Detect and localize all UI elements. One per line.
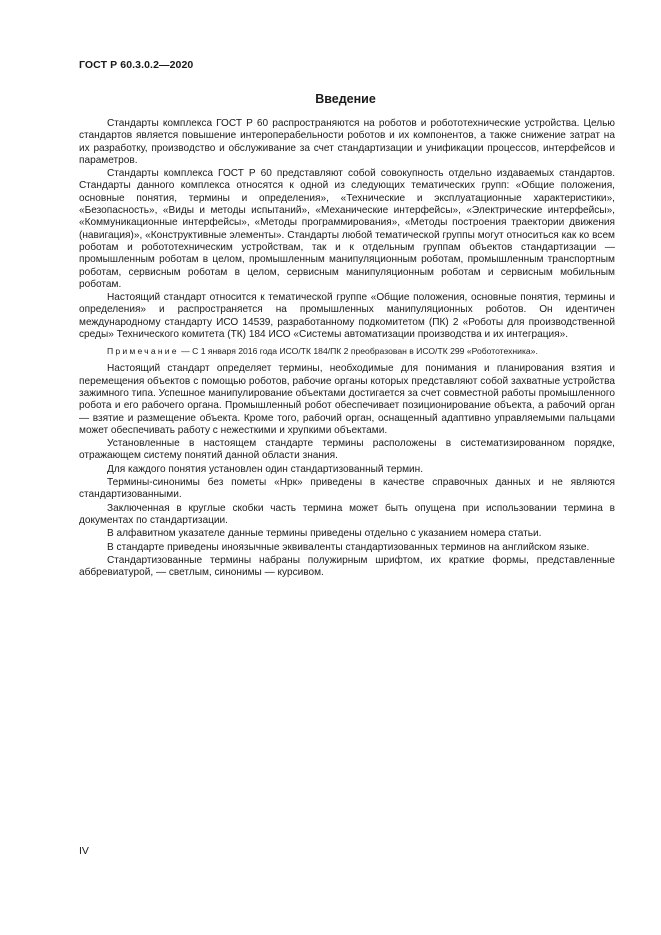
paragraph: Настоящий стандарт относится к тематической группе «Общие положения, основные понятия, термины и определения» и распространяется на промышленных манипуляционных роботов. Он идентичен международному стандарту ИСО 14539, разработанному подкомитетом (ПК) 2 «Роботы для производственной среды» Технического комитета (ТК) 184 ИСО «Системы автоматизации производства и их интеграция». xyxy=(79,292,615,341)
paragraph: Заключенная в круглые скобки часть термина может быть опущена при использовании термина в документах по стандартизации. xyxy=(79,502,615,526)
document-code-header: ГОСТ Р 60.3.0.2—2020 xyxy=(79,59,194,71)
paragraph: Стандарты комплекса ГОСТ Р 60 распространяются на роботов и робототехнические устройства. Целью стандартов является повышение интероперабельности роботов и их компонентов, а также снижение затрат на их разработку, производство и обслуживание за счет стандартизации и унификации процессов, интерфейсов и параметров. xyxy=(79,118,615,166)
note-label: Примечание xyxy=(107,346,179,357)
paragraph: В стандарте приведены иноязычные эквиваленты стандартизованных терминов на английском языке. xyxy=(107,541,590,553)
note-text: — С 1 января 2016 года ИСО/ТК 184/ПК 2 преобразован в ИСО/ТК 299 «Робототехника». xyxy=(178,346,538,357)
paragraph: Термины-синонимы без пометы «Нрк» приведены в качестве справочных данных и не являются стандартизованными. xyxy=(79,477,615,501)
paragraph: В алфавитном указателе данные термины приведены отдельно с указанием номера статьи. xyxy=(107,528,542,540)
note xyxy=(79,345,615,357)
section-title: Введение xyxy=(315,92,376,106)
page-number: IV xyxy=(79,845,89,857)
paragraph: Стандарты комплекса ГОСТ Р 60 представляют собой совокупность отдельно издаваемых стандартов. Стандарты данного комплекса относятся к одной из следующих тематических групп: «Общие положения, основные понятия, термины и определения», «Технические и эксплуатационные характеристики», «Безопасность», «Виды и методы испытаний», «Механические интерфейсы», «Электрические интерфейсы», «Коммуникационные интерфейсы», «Методы программирования», «Методы построения траектории движения (навигация)», «Конструктивные элементы». Стандарты любой тематической группы могут относиться как ко всем роботам и робототехническим устройствам, так и к отдельным группам объектов стандартизации — промышленным роботам в целом, промышленным манипуляционным роботам, промышленным транспортным роботам, сервисным роботам в целом, сервисным манипуляционным роботам и сервисным мобильным роботам. xyxy=(79,168,615,290)
body-text xyxy=(79,118,615,580)
paragraph: Стандартизованные термины набраны полужирным шрифтом, их краткие формы, представленные аббревиатурой, — светлым, синонимы — курсивом. xyxy=(79,554,615,579)
paragraph: Настоящий стандарт определяет термины, необходимые для понимания и планирования взятия и перемещения объектов с помощью роботов, рабочие органы которых представляют собой захватные устройства зажимного типа. Успешное манипулирование объектами достигается за счет совместной работы промышленного робота и его рабочего органа. Промышленный робот обеспечивает позиционирование объекта, а рабочий орган — взятие и размещение объекта. Кроме того, рабочий орган, оснащенный адаптивно управляемыми пальцами может обеспечивать работу с нежесткими и хрупкими объектами. xyxy=(79,363,615,436)
paragraph: Для каждого понятия установлен один стандартизованный термин. xyxy=(107,463,424,475)
paragraph: Установленные в настоящем стандарте термины расположены в систематизированном порядке, отражающем систему понятий данной области знания. xyxy=(79,438,615,462)
